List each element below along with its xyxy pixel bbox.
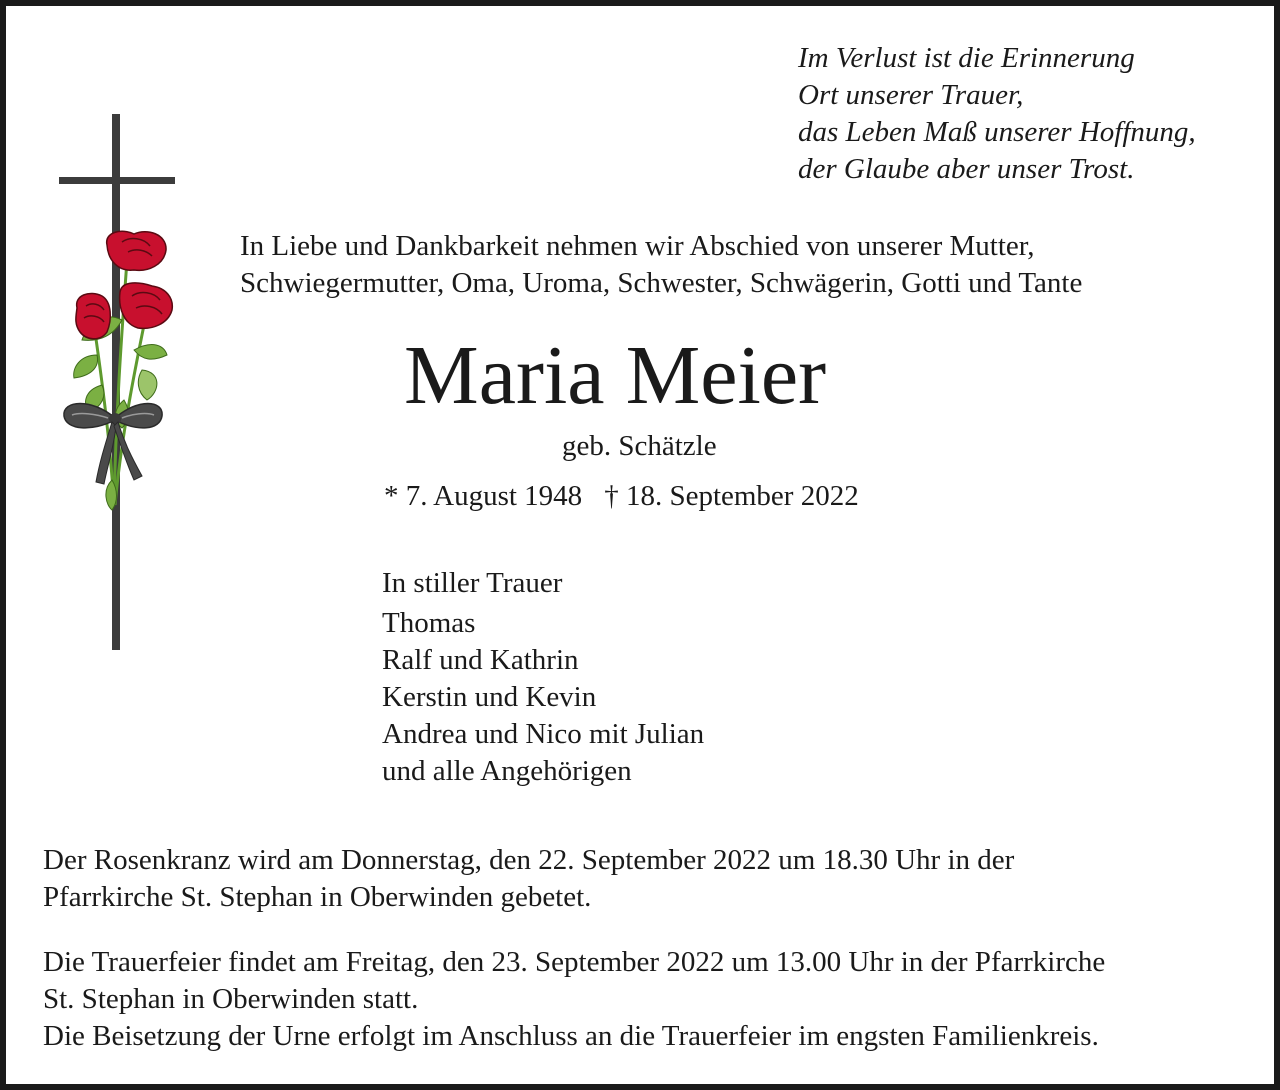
rosary-line: Pfarrkirche St. Stephan in Oberwinden gebetet. <box>43 881 592 913</box>
mourner-item: Andrea und Nico mit Julian <box>382 718 705 750</box>
poem <box>798 40 1196 188</box>
poem-line: Im Verlust ist die Erinnerung <box>798 42 1135 74</box>
birth-name: geb. Schätzle <box>562 430 717 462</box>
birth-date: * 7. August 1948 <box>384 480 583 512</box>
mourner-item: Kerstin und Kevin <box>382 681 597 713</box>
mourner-item: Thomas <box>382 607 476 639</box>
death-date: † 18. September 2022 <box>604 480 859 512</box>
intro-text <box>240 228 1082 302</box>
rosary-notice <box>43 842 1014 916</box>
intro-line: In Liebe und Dankbarkeit nehmen wir Abschied von unserer Mutter, <box>240 230 1035 262</box>
poem-line: Ort unserer Trauer, <box>798 79 1024 111</box>
funeral-line: St. Stephan in Oberwinden statt. <box>43 983 419 1015</box>
mourner-item: und alle Angehörigen <box>382 755 632 787</box>
intro-line: Schwiegermutter, Oma, Uroma, Schwester, Schwägerin, Gotti und Tante <box>240 267 1083 299</box>
rosary-line: Der Rosenkranz wird am Donnerstag, den 22. September 2022 um 18.30 Uhr in der <box>43 844 1015 876</box>
mourner-item: Ralf und Kathrin <box>382 644 579 676</box>
life-dates <box>384 476 859 516</box>
funeral-line: Die Beisetzung der Urne erfolgt im Anschluss an die Trauerfeier im engsten Familienkreis. <box>43 1020 1099 1052</box>
poem-line: das Leben Maß unserer Hoffnung, <box>798 116 1196 148</box>
mourners-list <box>382 605 704 790</box>
deceased-name: Maria Meier <box>404 329 827 422</box>
funeral-notice <box>43 944 1105 1055</box>
funeral-line: Die Trauerfeier findet am Freitag, den 23. September 2022 um 13.00 Uhr in der Pfarrkirche <box>43 946 1106 978</box>
cross-with-roses-icon <box>52 110 182 655</box>
poem-line: der Glaube aber unser Trost. <box>798 153 1135 185</box>
mourners-heading: In stiller Trauer <box>382 567 563 599</box>
